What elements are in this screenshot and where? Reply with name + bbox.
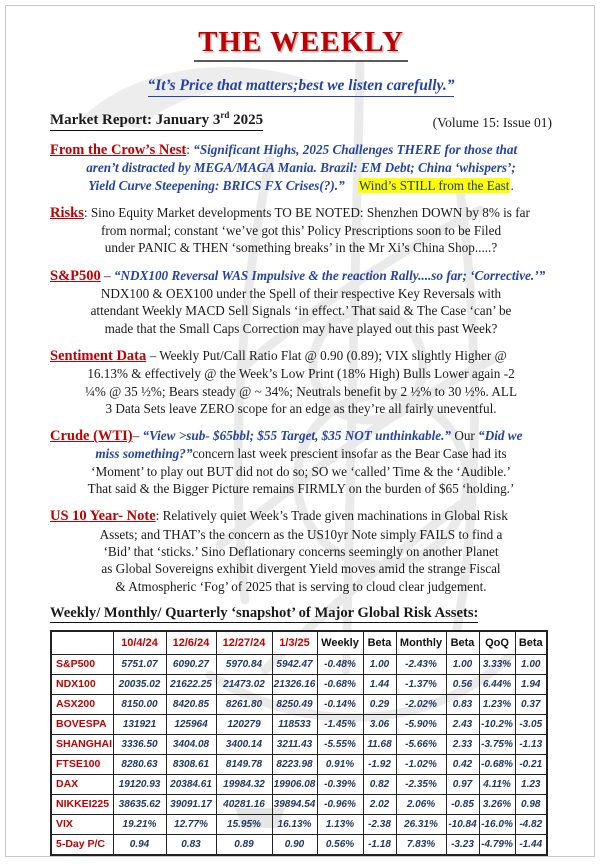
section-crows-nest [50,141,552,194]
section-text: under PANIC & THEN ‘something breaks’ in the Mr Xi’s China Shop.....? [104,240,498,256]
section-sp500 [50,267,552,337]
col-header: 12/6/24 [166,631,216,655]
table-cell: 0.56% [317,834,363,855]
table-cell: 2.43 [446,714,479,734]
section-line [50,480,552,497]
section-line [50,365,552,382]
table-cell: 131921 [113,714,166,734]
table-cell: 19984.32 [216,774,272,794]
table-cell: 8280.63 [113,754,166,774]
row-label: 5-Day P/C [51,834,113,855]
table-cell: 0.56 [446,674,479,694]
report-title-year: 2025 [229,112,264,128]
volume-issue: (Volume 15: Issue 01) [432,115,552,130]
row-label: NDX100 [51,674,113,694]
section-text: “Did we [478,428,523,444]
table-cell: -10.2% [479,714,515,734]
table-cell: 0.94 [113,834,166,855]
table-cell: 19.21% [113,814,166,834]
table-cell: 1.23% [479,694,515,714]
table-cell: 1.13% [317,814,363,834]
section-line [50,560,552,577]
table-cell: -3.05 [515,714,547,734]
table-cell: -1.13 [515,734,547,754]
table-cell: 19120.93 [113,774,166,794]
table-cell: 0.83 [446,694,479,714]
table-cell: 1.23 [515,774,547,794]
table-cell: -0.68% [479,754,515,774]
section-line [50,267,552,285]
section-line [50,285,552,302]
table-cell: -0.68% [317,674,363,694]
table-cell: -1.44 [515,834,547,855]
table-cell: 8250.49 [272,694,317,714]
row-label: SHANGHAI [51,734,113,754]
table-cell: 0.29 [363,694,396,714]
section-text: aren’t distracted by MEGA/MAGA Mania. Brazil: EM Debt; China ‘whispers’; [86,160,516,176]
section-text: ‘Moment’ to play out BUT did not do so; SO we ‘called’ Time & the ‘Audible.’ [91,463,511,479]
table-cell: 3.26% [479,794,515,814]
table-cell: 120279 [216,714,272,734]
table-heading-row [50,604,552,622]
table-cell: 39894.54 [272,794,317,814]
col-header: Monthly [396,631,446,655]
col-header [51,631,113,655]
table-cell: 4.11% [479,774,515,794]
table-cell: 2.33 [446,734,479,754]
section-text: Yield Curve Steepening: BRICS FX Crises(?).” [88,177,345,193]
col-header: Beta [363,631,396,655]
table-cell: -0.96% [317,794,363,814]
table-cell: 118533 [272,714,317,734]
table-cell: 5751.07 [113,654,166,674]
table-cell: 0.90 [272,834,317,855]
table-heading: Weekly/ Monthly/ Quarterly ‘snapshot’ of Major Global Risk Assets: [50,604,479,621]
col-header: Weekly [317,631,363,655]
table-cell: -4.79% [479,834,515,855]
table-cell: -16.0% [479,814,515,834]
table-cell: 2.02 [363,794,396,814]
row-label: NIKKEI225 [51,794,113,814]
table-cell: 0.89 [216,834,272,855]
table-cell: 3211.43 [272,734,317,754]
table-row [51,654,547,674]
row-label: BOVESPA [51,714,113,734]
table-cell: 38635.62 [113,794,166,814]
section-text: concern last week prescient insofar as the Bear Case had its [192,446,507,462]
section-line [50,239,552,256]
section-sentiment [50,347,552,417]
table-cell: -0.39% [317,774,363,794]
table-cell: -1.37% [396,674,446,694]
section-text: 16.13% & effectively @ the Week’s Low Print (18% High) Bulls Lower again -2 [87,366,515,382]
table-cell: 8150.00 [113,694,166,714]
table-cell: -0.14% [317,694,363,714]
section-text: – Weekly Put/Call Ratio Flat @ 0.90 (0.89); VIX slightly Higher @ [146,347,507,363]
table-cell: 15.95% [216,814,272,834]
tagline: “It’s Price that matters;best we listen carefully.” [148,77,455,97]
table-cell: 5942.47 [272,654,317,674]
section-text: – [100,267,114,283]
highlighted-text: Wind’s STILL from the East [358,177,510,193]
table-cell: 3.06 [363,714,396,734]
table-cell: 0.42 [446,754,479,774]
risk-assets-table [50,630,548,856]
section-text: NDX100 & OEX100 under the Spell of their respective Key Reversals with [100,286,502,302]
section-line [50,204,552,222]
table-cell: 8420.85 [166,694,216,714]
section-line [50,222,552,239]
table-cell: 19906.08 [272,774,317,794]
table-cell: 0.98 [515,794,547,814]
table-cell: 5970.84 [216,654,272,674]
table-cell: 3404.08 [166,734,216,754]
section-text: attendant Weekly MACD Sell Signals ‘in effect.’ That said & The Case ‘can’ be [90,303,512,319]
row-label: ASX200 [51,694,113,714]
section-text: : [186,142,194,157]
section-heading: Risks [50,204,84,221]
section-text: & Atmospheric ‘Fog’ of 2025 that is serving to cloud clear judgement. [115,578,487,594]
table-header-row [51,631,547,655]
table-cell: -2.43% [396,654,446,674]
section-heading: From the Crow’s Nest [50,142,187,158]
table-cell: 1.00 [363,654,396,674]
section-text: : Relatively quiet Week’s Trade given machinations in Global Risk [155,508,508,524]
table-cell: 1.00 [515,654,547,674]
newsletter-title: THE WEEKLY [194,26,408,62]
table-cell: -5.90% [396,714,446,734]
table-cell: 16.13% [272,814,317,834]
table-cell: 0.91% [317,754,363,774]
col-header: Beta [446,631,479,655]
table-cell: 20384.61 [166,774,216,794]
row-label: S&P500 [51,654,113,674]
col-header: Beta [515,631,547,655]
section-line [50,302,552,319]
sections [50,141,552,595]
section-heading: US 10 Year- Note [50,508,156,525]
section-line [50,543,552,560]
section-text: “Significant Highs, 2025 Challenges THERE for those that [193,142,518,157]
section-text: ‘Bid’ that ‘sticks.’ Sino Deflationary concerns seemingly on another Planet [103,543,499,559]
row-label: DAX [51,774,113,794]
section-text: made that the Small Caps Correction may have played out this past Week? [104,320,498,336]
section-text: as Global Sovereigns exhibit divergent Yield moves amid the strange Fiscal [101,561,501,577]
report-row [50,110,552,131]
section-line [50,177,552,194]
title-row [50,26,552,62]
col-header: QoQ [479,631,515,655]
table-cell: 8261.80 [216,694,272,714]
table-cell: -3.23 [446,834,479,855]
table-cell: 20035.02 [113,674,166,694]
table-cell: 0.97 [446,774,479,794]
table-cell: 1.00 [446,654,479,674]
table-row [51,694,547,714]
table-cell: 125964 [166,714,216,734]
section-risks [50,204,552,257]
table-cell: -1.18 [363,834,396,855]
section-line [50,526,552,543]
table-cell: -0.48% [317,654,363,674]
table-cell: 8149.78 [216,754,272,774]
row-label: FTSE100 [51,754,113,774]
table-cell: 8223.98 [272,754,317,774]
table-row [51,834,547,855]
table-cell: 1.44 [363,674,396,694]
table-cell: -1.92 [363,754,396,774]
table-cell: 0.82 [363,774,396,794]
section-text: 3 Data Sets leave ZERO scope for an edge as they’re all fairly uneventful. [105,400,497,416]
table-cell: 12.77% [166,814,216,834]
section-line [50,383,552,400]
section-text: Assets; and THAT’s the concern as the US10yr Note simply FAILS to find a [99,526,503,542]
table-cell: 2.06% [396,794,446,814]
col-header: 10/4/24 [113,631,166,655]
table-cell: 11.68 [363,734,396,754]
section-line [50,578,552,595]
table-cell: 0.83 [166,834,216,855]
table-row [51,814,547,834]
table-cell: 40281.16 [216,794,272,814]
section-text: ¼% @ 35 ½%; Bears steady @ ~ 34%; Neutrals benefit by 2 ½% to 30 ½%. ALL [84,383,518,399]
table-cell: 26.31% [396,814,446,834]
table-row [51,794,547,814]
table-cell: -3.75% [479,734,515,754]
section-crude [50,427,552,497]
table-cell: 6090.27 [166,654,216,674]
section-text: “NDX100 Reversal WAS Impulsive & the reaction Rally....so far; ‘Corrective.’” [113,267,546,283]
table-cell: 3.33% [479,654,515,674]
table-row [51,674,547,694]
table-cell: -2.38 [363,814,396,834]
table-cell: -5.55% [317,734,363,754]
section-heading: S&P500 [50,267,101,284]
section-text: That said & the Bigger Picture remains FIRMLY on the burden of $65 ‘holding.’ [87,481,515,497]
table-cell: 0.37 [515,694,547,714]
table-cell: 21326.16 [272,674,317,694]
table-row [51,714,547,734]
table-cell: -2.35% [396,774,446,794]
section-line [50,445,552,462]
section-line [50,507,552,525]
section-line [50,347,552,365]
section-line [50,427,552,445]
table-cell: 1.94 [515,674,547,694]
section-text: – [132,428,143,444]
table-cell: 3400.14 [216,734,272,754]
section-heading: Crude (WTI) [50,428,133,445]
report-title-text: Market Report: January 3 [50,112,221,128]
section-heading: Sentiment Data [50,347,147,364]
section-text: . [510,177,514,193]
table-cell: 6.44% [479,674,515,694]
table-cell: 3336.50 [113,734,166,754]
col-header: 1/3/25 [272,631,317,655]
section-line [50,463,552,480]
section-text [345,178,358,193]
section-text: Our [451,428,479,444]
table-row [51,734,547,754]
table-cell: -2.02% [396,694,446,714]
table-row [51,774,547,794]
section-line [50,141,552,159]
section-text: from normal; constant ‘we’ve got this’ Policy Prescriptions soon to be Filed [100,223,502,239]
section-line [50,400,552,417]
section-text: : Sino Equity Market developments TO BE NOTED: Shenzhen DOWN by 8% is far [83,204,530,220]
table-cell: -1.45% [317,714,363,734]
table-cell: -0.21 [515,754,547,774]
table-cell: -4.82 [515,814,547,834]
section-us10y [50,507,552,594]
table-cell: -10.84 [446,814,479,834]
table-cell: -0.85 [446,794,479,814]
table-cell: 7.83% [396,834,446,855]
table-cell: 21622.25 [166,674,216,694]
table-cell: 21473.02 [216,674,272,694]
section-line [50,320,552,337]
table-cell: 39091.17 [166,794,216,814]
table-cell: -5.66% [396,734,446,754]
table-cell: -1.02% [396,754,446,774]
section-text: “View >sub- $65bbl; $55 Target, $35 NOT unthinkable.” [142,428,452,444]
section-line [50,159,552,176]
section-text: miss something?” [95,446,193,462]
row-label: VIX [51,814,113,834]
report-title-ordinal: rd [220,110,230,120]
col-header: 12/27/24 [216,631,272,655]
tagline-row [50,77,552,97]
report-title [50,110,263,131]
table-row [51,754,547,774]
table-cell: 8308.61 [166,754,216,774]
